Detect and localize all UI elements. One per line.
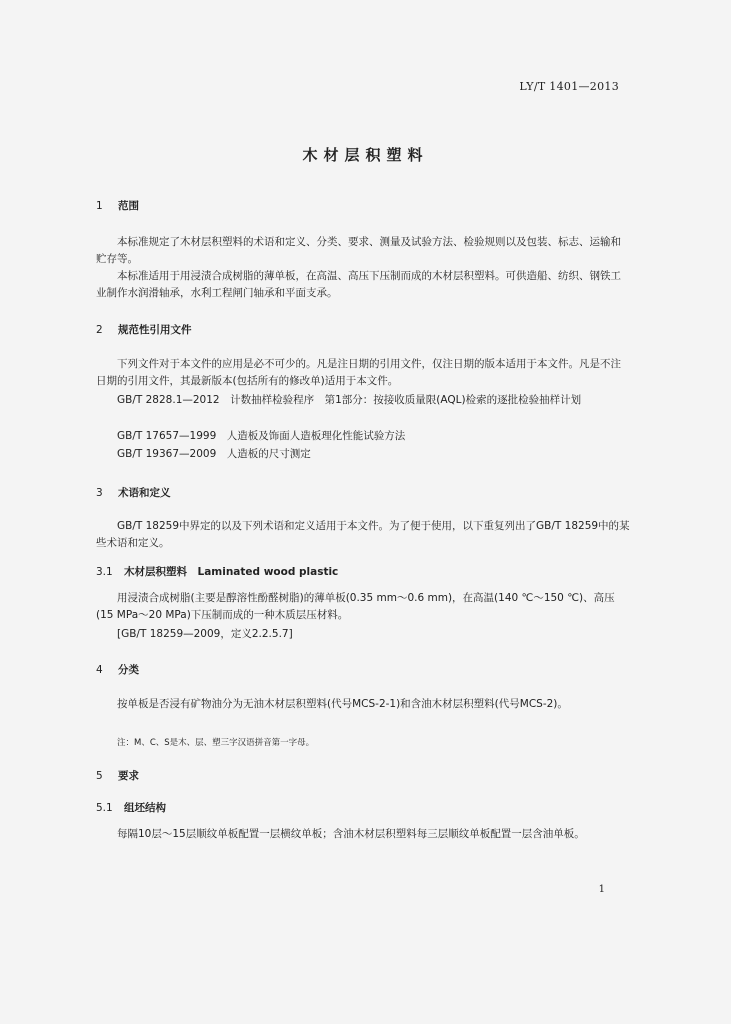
s1-paragraph-1: 本标准规定了木材层积塑料的术语和定义、分类、要求、测量及试验方法、检验规则以及包装、标志、运输和贮存等。 (96, 236, 621, 265)
section-title: 分类 (118, 664, 139, 676)
section-title: 要求 (118, 770, 139, 782)
subsection-title: 组坯结构 (124, 802, 166, 814)
s3-definition: 用浸渍合成树脂(主要是醇溶性酚醛树脂)的薄单板(0.35 mm～0.6 mm)，在高温(140 ℃～150 ℃)、高压(15 MPa～20 MPa)下压制而成的一种木质层压材料。 (96, 592, 615, 621)
s5-paragraph-1: 每隔10层～15层顺纹单板配置一层横纹单板；含油木材层积塑料每三层顺纹单板配置一层含油单板。 (117, 828, 585, 840)
s1-paragraph-2: 本标准适用于用浸渍合成树脂的薄单板，在高温、高压下压制而成的木材层积塑料。可供造船、纺织、钢铁工业制作水润滑轴承，水利工程闸门轴承和平面支承。 (96, 270, 621, 299)
s2-reference-1: GB/T 2828.1—2012 计数抽样检验程序 第1部分：按接收质量限(AQL)检索的逐批检验抽样计划 (117, 394, 582, 406)
s4-note: 注：M、C、S是木、层、塑三字汉语拼音第一字母。 (117, 738, 315, 748)
section-5-1-heading (96, 800, 166, 815)
subsection-title: 木材层积塑料 Laminated wood plastic (124, 566, 339, 578)
section-3-heading (96, 485, 171, 500)
s3-paragraph-1: GB/T 18259中界定的以及下列术语和定义适用于本文件。为了便于使用，以下重复列出了GB/T 18259中的某些术语和定义。 (96, 520, 630, 549)
section-title: 规范性引用文件 (118, 324, 192, 336)
page-number: 1 (598, 884, 605, 895)
doc-title: 木材层积塑料 (302, 146, 429, 164)
s4-paragraph-1: 按单板是否浸有矿物油分为无油木材层积塑料(代号MCS-2-1)和含油木材层积塑料(代号MCS-2)。 (117, 698, 568, 710)
subsection-number: 3.1 (96, 566, 113, 578)
standard-number: LY/T 1401—2013 (519, 80, 619, 93)
subsection-number: 5.1 (96, 802, 113, 814)
s2-reference-3: GB/T 19367—2009 人造板的尺寸测定 (117, 448, 311, 460)
section-3-1-heading (96, 564, 338, 579)
section-title: 术语和定义 (118, 487, 171, 499)
s2-paragraph-1: 下列文件对于本文件的应用是必不可少的。凡是注日期的引用文件，仅注日期的版本适用于本文件。凡是不注日期的引用文件，其最新版本(包括所有的修改单)适用于本文件。 (96, 358, 621, 387)
s2-reference-2: GB/T 17657—1999 人造板及饰面人造板理化性能试验方法 (117, 430, 406, 442)
section-number: 5 (96, 770, 103, 782)
section-number: 4 (96, 664, 103, 676)
section-number: 2 (96, 324, 103, 336)
section-number: 1 (96, 200, 103, 212)
section-2-heading (96, 322, 192, 337)
section-title: 范围 (118, 200, 139, 212)
section-5-heading (96, 768, 139, 783)
section-4-heading (96, 662, 139, 677)
section-1-heading (96, 198, 139, 213)
s3-definition-source: [GB/T 18259—2009，定义2.2.5.7] (117, 628, 293, 640)
section-number: 3 (96, 487, 103, 499)
